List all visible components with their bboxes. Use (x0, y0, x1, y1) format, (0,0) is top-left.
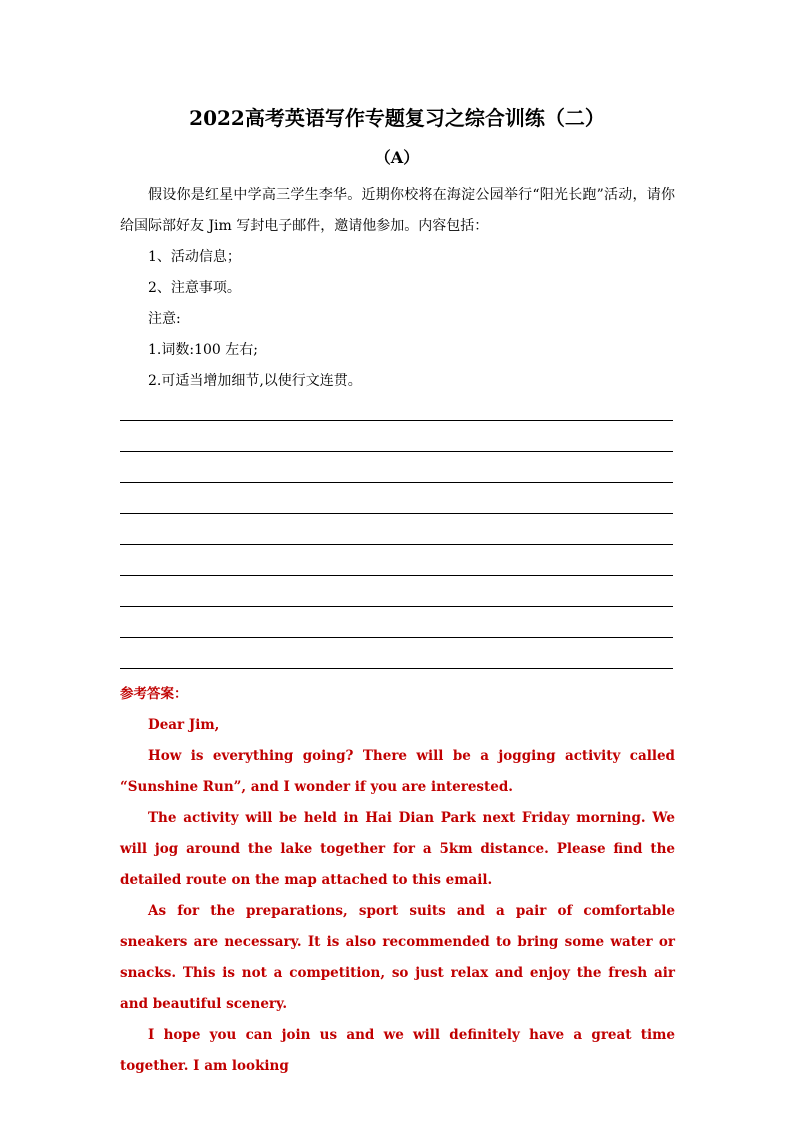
writing-line (120, 606, 673, 607)
writing-line (120, 668, 673, 669)
writing-line (120, 420, 673, 421)
prompt-item: 1、活动信息； (148, 249, 241, 265)
writing-line (120, 482, 673, 483)
page-title: 2022高考英语写作专题复习之综合训练（二） (189, 106, 605, 130)
answer-label: 参考答案： (120, 686, 188, 702)
section-label: （A） (374, 148, 420, 167)
note-item: 1.词数:100 左右; (148, 342, 258, 358)
writing-line (120, 575, 673, 576)
writing-prompt (120, 180, 675, 397)
note-item: 2.可适当增加细节,以使行文连贯。 (148, 373, 362, 389)
prompt-intro: 假设你是红星中学高三学生李华。近期你校将在海淀公园举行“阳光长跑”活动，请你给国际部好友 Jim 写封电子邮件，邀请他参加。内容包括： (120, 187, 675, 234)
note-label: 注意: (148, 311, 181, 327)
prompt-item: 2、注意事项。 (148, 280, 241, 296)
writing-line (120, 637, 673, 638)
answer-paragraph: Dear Jim, (148, 717, 220, 733)
writing-line (120, 544, 673, 545)
reference-answer (120, 679, 675, 1082)
writing-line (120, 451, 673, 452)
answer-writing-lines (120, 420, 673, 699)
answer-paragraph: I hope you can join us and we will definitely have a great time together. I am looking (120, 1027, 675, 1074)
answer-paragraph: As for the preparations, sport suits and a pair of comfortable sneakers are necessary. It is also recommended to bring some water or snacks. This is not a competition, so just relax and enjoy the fresh air and beautiful scenery. (120, 903, 675, 1012)
answer-paragraph: How is everything going? There will be a jogging activity called “Sunshine Run”, and I wonder if you are interested. (120, 748, 675, 795)
answer-paragraph: The activity will be held in Hai Dian Park next Friday morning. We will jog around the lake together for a 5km distance. Please find the detailed route on the map attached to this email. (120, 810, 675, 888)
writing-line (120, 513, 673, 514)
